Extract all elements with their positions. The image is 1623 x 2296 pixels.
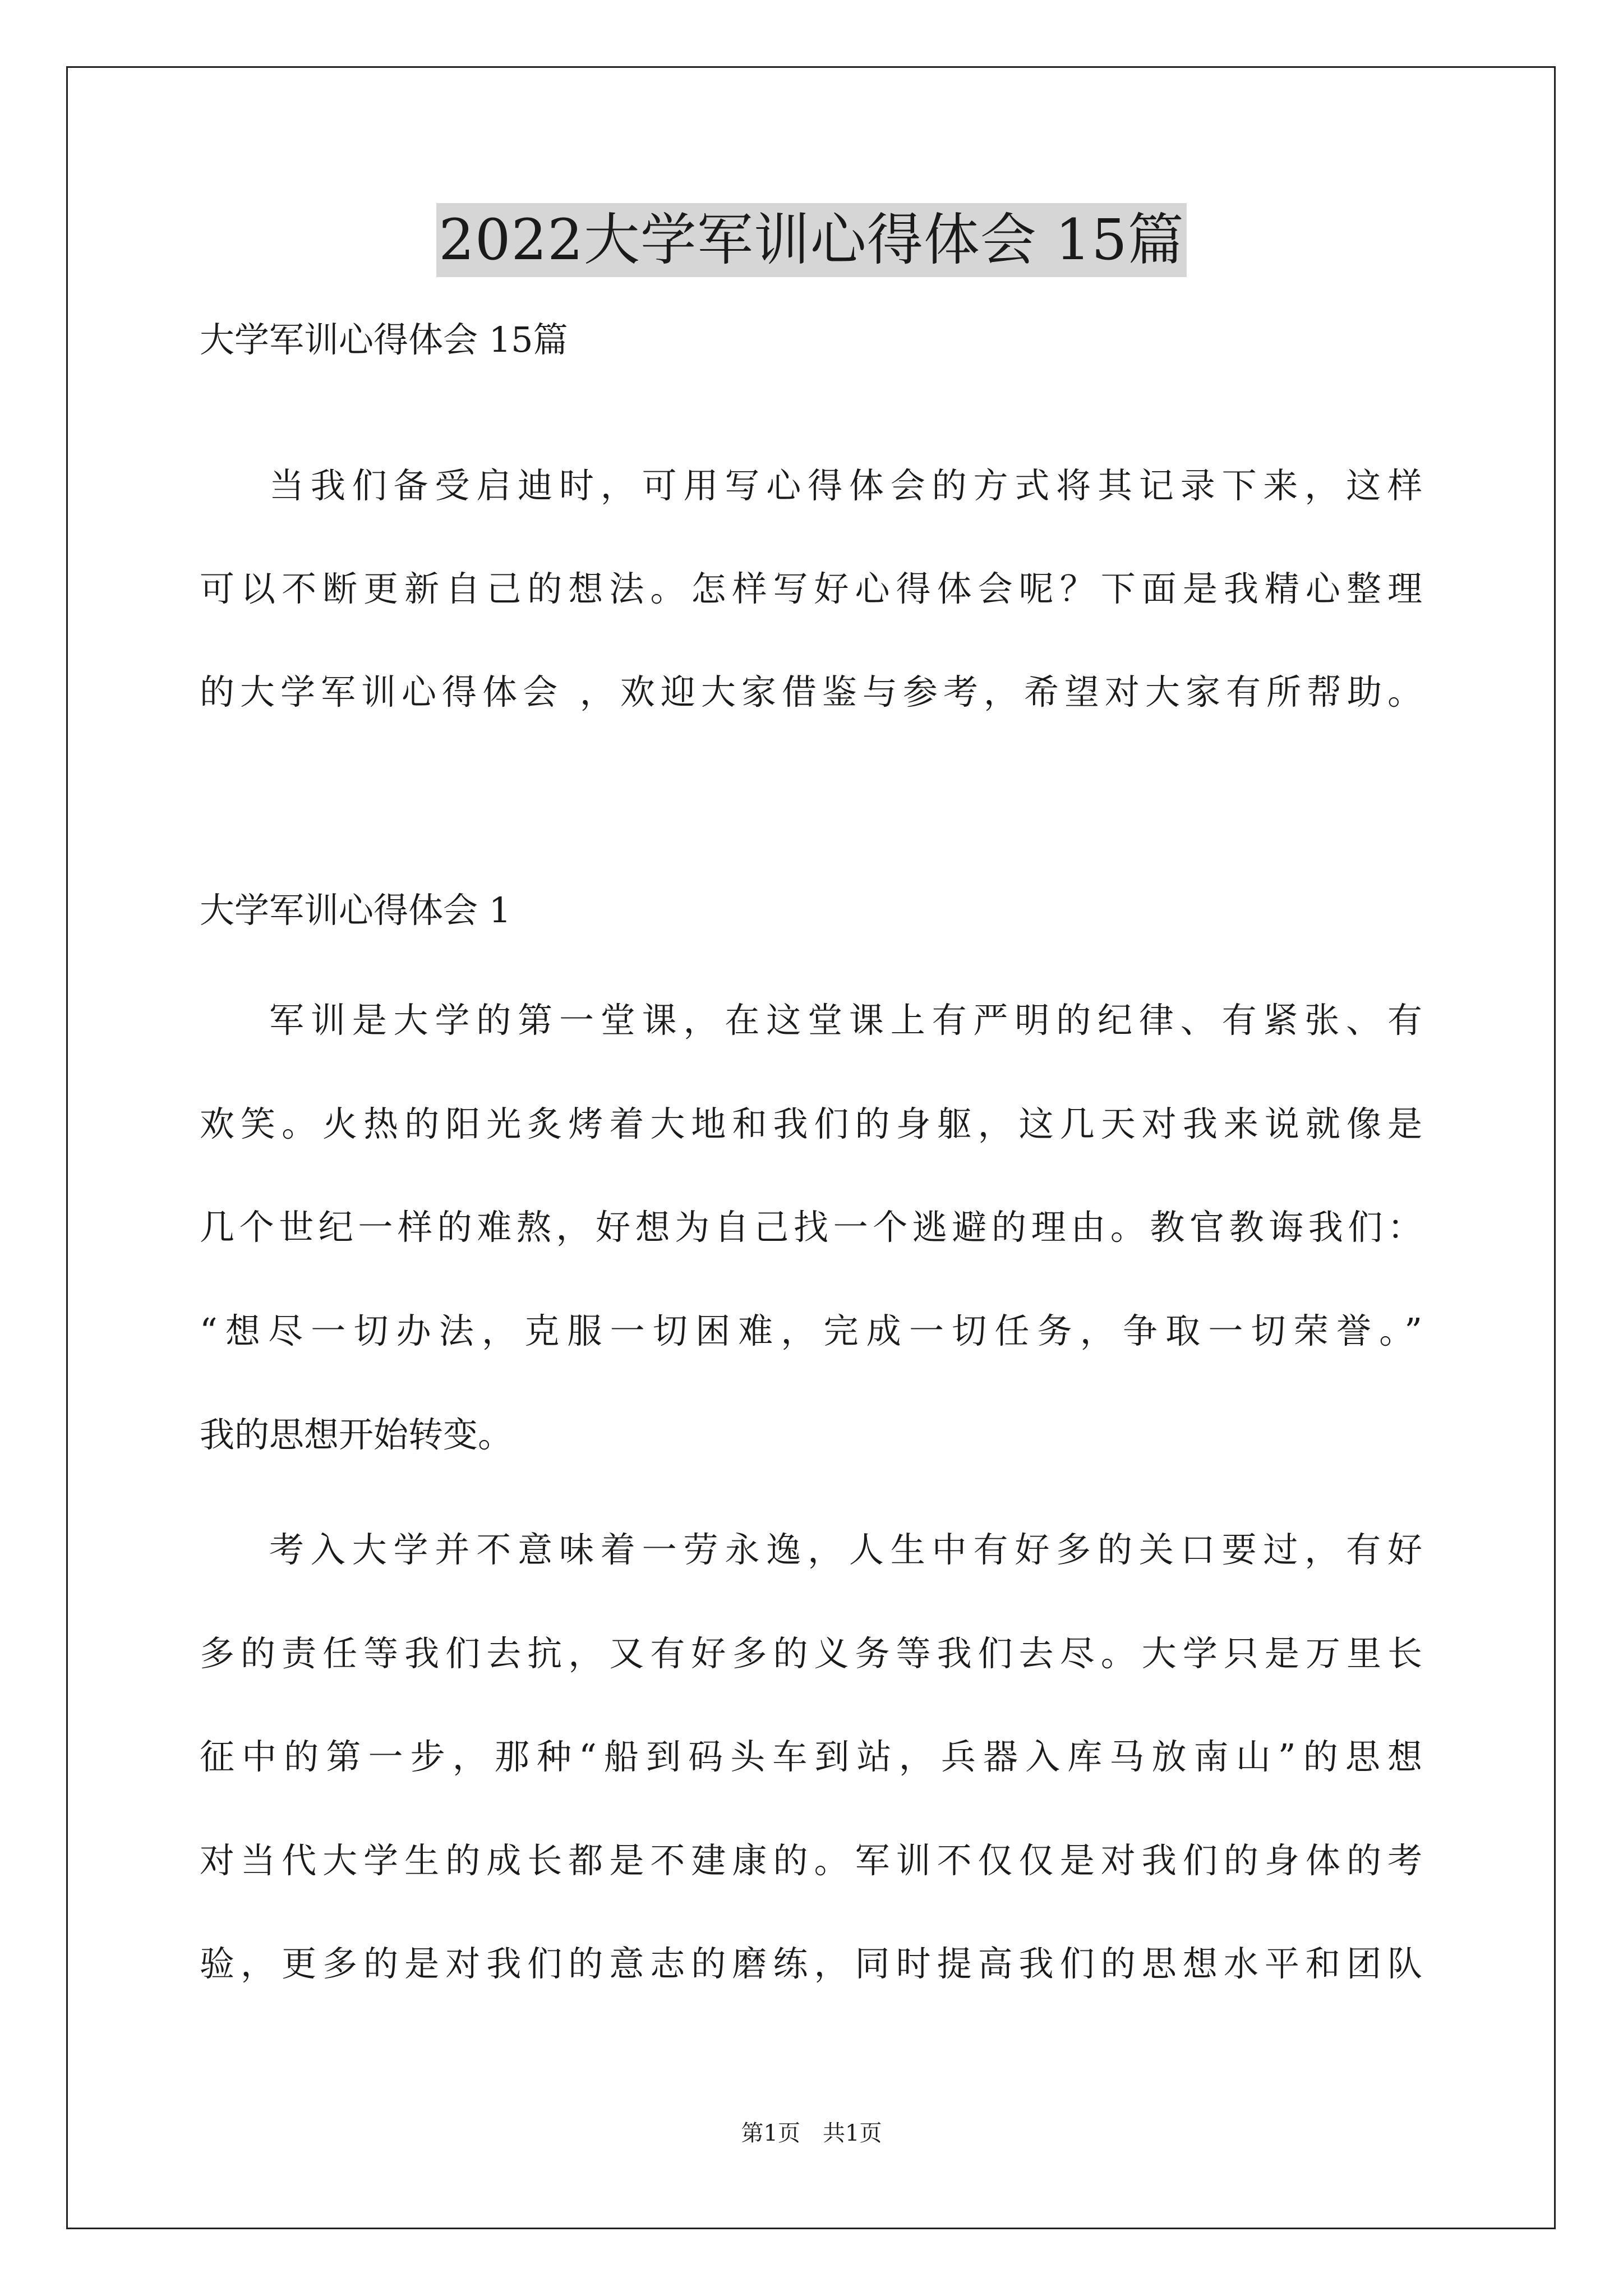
- page-footer: 第1页 共1页: [741, 2120, 882, 2146]
- text-line: 多的责任等我们去抗，又有好多的义务等我们去尽。大学只是万里长: [200, 1633, 1422, 1674]
- text-line: 几个世纪一样的难熬，好想为自己找一个逃避的理由。教官教诲我们：: [200, 1207, 1422, 1248]
- page-border: [66, 66, 1556, 2229]
- section-heading: 大学军训心得体会 1: [200, 890, 511, 931]
- text-line: 可以不断更新自己的想法。怎样写好心得体会呢？下面是我精心整理: [200, 568, 1422, 609]
- text-line: “想尽一切办法，克服一切困难，完成一切任务，争取一切荣誉。”: [200, 1310, 1422, 1351]
- text-line: 军训是大学的第一堂课，在这堂课上有严明的纪律、有紧张、有: [269, 1000, 1422, 1041]
- title-container: [0, 203, 1623, 277]
- subtitle-line: 大学军训心得体会 15篇: [200, 319, 568, 360]
- text-line: 欢笑。火热的阳光炙烤着大地和我们的身躯，这几天对我来说就像是: [200, 1103, 1422, 1144]
- document-title: 2022大学军训心得体会 15篇: [436, 203, 1187, 277]
- text-line: 我的思想开始转变。: [200, 1414, 513, 1455]
- text-line: 征中的第一步，那种“船到码头车到站，兵器入库马放南山”的思想: [200, 1736, 1422, 1777]
- text-line: 考入大学并不意味着一劳永逸，人生中有好多的关口要过，有好: [269, 1529, 1422, 1570]
- text-line: 的大学军训心得体会 ，欢迎大家借鉴与参考，希望对大家有所帮助。: [200, 671, 1422, 712]
- text-line: 对当代大学生的成长都是不建康的。军训不仅仅是对我们的身体的考: [200, 1840, 1422, 1881]
- text-line: 验，更多的是对我们的意志的磨练，同时提高我们的思想水平和团队: [200, 1943, 1422, 1984]
- text-line: 当我们备受启迪时，可用写心得体会的方式将其记录下来，这样: [269, 465, 1422, 506]
